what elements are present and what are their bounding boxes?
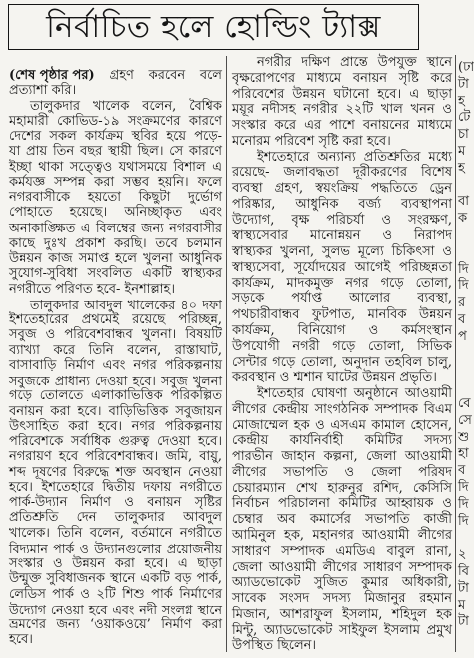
article-line — [9, 632, 222, 647]
next-column-edge — [458, 60, 474, 650]
article-line-text: প্রত্যাশা করি। — [9, 83, 77, 99]
headline: নির্বাচিত হলে হোল্ডিং ট্যাক্স — [46, 9, 381, 45]
article-line — [232, 386, 452, 402]
article-line — [9, 221, 222, 236]
article-line — [232, 528, 452, 544]
next-column-fragment — [458, 178, 467, 195]
article-line-text: ব্যাখ্যা করে তিনি বলেন, রাস্তাঘাট, — [9, 342, 222, 358]
article-line-text: স্বাস্থ্যসেবা, সূর্যোদয়ের আগেই পরিচ্ছন্নতা — [232, 259, 452, 275]
article-paragraph — [9, 297, 222, 648]
article-paragraph — [232, 150, 452, 386]
article-line — [232, 87, 452, 103]
article-line-text: চেম্বার অব কমার্সের সভাপতি কাজী — [232, 512, 452, 528]
article-line-text: মিন্টু, অ্যাডভোকেট সাইফুল ইসলাম প্রমুখ — [232, 622, 452, 638]
next-column-fragment: শু — [458, 429, 470, 445]
article-line — [232, 276, 452, 292]
article-line — [232, 213, 452, 229]
article-line-text: পরিবেশকে সর্বাধিক গুরুত্ব দেওয়া হবে। — [9, 434, 222, 449]
jump-label: (শেষ পৃষ্ঠার পর) — [9, 68, 95, 83]
next-column-fragment: র — [458, 295, 466, 311]
article-line-text: লীগের সভাপতি ও জেলা পরিষদ — [232, 464, 452, 480]
article-line-text: সাবেক সংসদ সদস্য মিজানুর রহমান — [232, 591, 452, 607]
article-line — [232, 244, 452, 260]
article-line-text: উপস্থিত ছিলেন। — [232, 638, 317, 654]
article-line-text: মনোরম পরিবেশ সৃষ্টি করা হবে। — [232, 133, 391, 149]
article-line — [232, 623, 452, 639]
article-line-text: ইচ্ছা থাকা সত্ত্বেও যথাসময়ে বিশাল এ — [9, 159, 222, 175]
article-line-text: অনাকাঙ্ক্ষিত এ বিলম্বের জন্য নগরবাসীর — [9, 220, 222, 236]
article-line-text: ব্যবস্থা গ্রহণ, স্বয়ংক্রিয় পদ্ধতিতে ড্রেন — [232, 181, 452, 197]
article-line-text: সুযোগ-সুবিধা সংবলিত একটি স্বাস্থ্যকর — [9, 266, 222, 282]
article-line-text: পথচারীবান্ধব ফুটপাত, মানবিক উন্নয়ন — [232, 307, 452, 323]
article-line — [9, 99, 222, 114]
article-line — [9, 465, 222, 480]
article-line-text: পরিষ্কার, আধুনিক বর্জ্য ব্যবস্থাপনা — [232, 196, 452, 212]
article-line-text: উদ্যোগ, বৃক্ষ পরিচর্যা ও সংরক্ষণ, — [232, 212, 452, 228]
article-paragraph — [232, 386, 452, 654]
next-column-fragment: দি — [458, 278, 469, 294]
article-line — [9, 68, 222, 83]
article-line — [232, 512, 452, 528]
article-line-text: কাছে দুঃখ প্রকাশ করছি। তবে চলমান — [9, 235, 222, 251]
article-line — [232, 481, 452, 497]
next-column-fragment — [458, 228, 467, 245]
article-line-text: চেয়ারম্যান শেখ হারুনুর রশিদ, কেসিসি — [232, 480, 452, 496]
article-line-text: ময়ূর নদীসহ নগরীর ২২টি খাল খনন ও — [232, 102, 452, 118]
next-column-fragment: টা — [458, 614, 469, 630]
next-column-fragment: দি — [458, 479, 469, 495]
article-line — [232, 544, 452, 560]
next-column-fragment: টা — [458, 580, 469, 596]
article-column-left — [9, 68, 222, 648]
next-column-fragment: বে — [458, 395, 471, 411]
article-line — [9, 587, 222, 602]
article-line — [9, 541, 222, 556]
next-column-fragment: প — [458, 328, 467, 344]
article-line-text: বৃক্ষরোপণের মাধ্যমে বনায়ন সৃষ্টি করে — [232, 70, 452, 86]
next-column-fragment: ব — [458, 463, 466, 479]
article-line — [9, 312, 222, 327]
article-line — [9, 144, 222, 159]
next-column-fragment: বি — [458, 563, 469, 579]
article-line-text: নগরীর দক্ষিণ প্রান্তে উপযুক্ত স্থানে — [257, 55, 452, 70]
article-line-text: স্বাস্থ্যসেবার মানোন্নয়ন ও নিরাপদ — [232, 228, 452, 244]
article-line-text: ইশতেহারের প্রথমেই রয়েছে পরিচ্ছন্ন, — [9, 312, 222, 327]
article-column-right — [232, 55, 452, 654]
article-line — [232, 55, 452, 71]
article-line — [232, 607, 452, 623]
article-line — [232, 575, 452, 591]
article-line — [9, 343, 222, 358]
article-line-text: জেলা আওয়ামী লীগের সাধারণ সম্পাদক — [232, 559, 452, 575]
article-line — [232, 591, 452, 607]
article-line-text: তালুকদার খালেক বলেন, বৈশ্বিক — [30, 98, 222, 114]
next-column-fragment: ব — [458, 311, 466, 327]
next-column-fragment: ২ — [458, 547, 467, 563]
article-line — [9, 327, 222, 342]
article-line-text: শব্দ দূষণের বিরুদ্ধে শক্ত অবস্থান নেওয়া — [9, 464, 222, 480]
article-line — [9, 282, 222, 297]
article-paragraph — [232, 55, 452, 150]
article-line — [232, 228, 452, 244]
article-line — [232, 638, 452, 654]
article-paragraph — [9, 99, 222, 297]
article-line-text: সংস্কার ও উন্নয়ন করা হবে। এ ছাড়া — [9, 556, 222, 571]
article-line — [9, 358, 222, 373]
article-line — [9, 449, 222, 464]
article-line-text: গ্রহণ করবেন বলে — [109, 68, 222, 83]
article-line — [232, 339, 452, 355]
next-column-fragment: বা — [458, 194, 470, 210]
article-line — [9, 556, 222, 571]
headline-box — [8, 4, 419, 50]
next-column-fragment — [458, 245, 467, 262]
article-line — [9, 434, 222, 449]
article-line-text: আমিনুল হক, মহানগর আওয়ামী লীগের — [232, 527, 452, 543]
article-paragraph — [9, 68, 222, 99]
article-line — [9, 404, 222, 419]
article-line-text: কর্মযজ্ঞ সম্পন্ন করা সম্ভব হয়নি। ফলে — [9, 174, 222, 190]
article-line-text: কার্যক্রম, মাদকমুক্ত নগর গড়ে তোলা, — [232, 275, 452, 291]
article-line — [232, 496, 452, 512]
article-line — [9, 251, 222, 266]
article-line-text: মহামারী কোভিড-১৯ সংক্রমণের কারণে — [9, 113, 222, 129]
article-line-text: স্বাস্থ্যকর খুলনা, সুলভ মূল্যে চিকিৎসা ও — [232, 244, 452, 260]
article-line — [9, 236, 222, 251]
article-line — [232, 134, 452, 150]
article-line — [232, 402, 452, 418]
article-line — [9, 373, 222, 388]
article-line-text: অ্যাডভোকেট সুজিত কুমার অধিকারী, — [232, 575, 452, 591]
article-line-text: সাধারণ সম্পাদক এমডিএ বাবুল রানা, — [232, 543, 452, 559]
article-line-text: নগরীতে পরিণত হবে- ইনশাল্লাহ। — [9, 281, 175, 297]
article-line-text: পারভীন জাহান কল্পনা, জেলা আওয়ামী — [232, 449, 452, 465]
article-line — [9, 419, 222, 434]
article-line-text: উন্মুক্ত সুবিধাজনক স্থানে একটি বড় পার্ক, — [9, 571, 222, 587]
article-line-text: ইশতেহারে অন্যান্য প্রতিশ্রুতির মধ্যে — [257, 149, 452, 165]
article-line — [232, 465, 452, 481]
article-line-text: সবুজকে প্রাধান্য দেওয়া হবে। সবুজ খুলনা — [9, 373, 222, 388]
article-line-text: দেশের সকল কার্যক্রম স্থবির হয়ে পড়ে- — [9, 129, 222, 144]
article-line — [9, 526, 222, 541]
next-column-fragment: ম — [458, 597, 466, 613]
article-line-text: হবে। — [9, 632, 33, 648]
article-line-text: লেডিস পার্ক ও ২টি শিশু পার্ক নির্মাণের — [9, 586, 222, 602]
article-line — [232, 449, 452, 465]
article-line — [232, 150, 452, 166]
column-rule — [226, 56, 227, 652]
article-line-text: সেন্টার গড়ে তোলা, অনুদান তহবিল চালু, — [232, 354, 452, 370]
article-line — [9, 297, 222, 312]
article-line-text: বনায়ন করা হবে। বাড়িভিত্তিক সবুজায়ন — [9, 403, 222, 419]
article-line — [232, 260, 452, 276]
article-line-text: পার্ক-উদ্যান নির্মাণ ও বনায়ন সৃষ্টির — [9, 495, 222, 510]
next-column-fragment: ক — [458, 211, 468, 227]
article-line-text: হবে। ইশতেহারে দ্বিতীয় দফায় নগরীতে — [9, 479, 222, 495]
article-line — [232, 418, 452, 434]
article-line — [9, 175, 222, 190]
article-line — [232, 433, 452, 449]
article-line — [9, 129, 222, 144]
article-line — [9, 388, 222, 403]
article-line-text: উন্নয়ন কাজ সমাপ্ত হলে খুলনা আধুনিক — [9, 251, 222, 266]
article-line — [232, 102, 452, 118]
article-line — [9, 495, 222, 510]
article-line-text: গড়ে তোলতে এলাকাভিত্তিক পরিকল্পিত — [9, 388, 222, 404]
article-line-text: উপযোগী নগরী গড়ে তোলা, সিভিক — [232, 338, 452, 354]
next-column-fragment — [458, 362, 467, 379]
next-column-fragment: দি — [458, 496, 469, 512]
next-column-fragment: (ঢা — [458, 60, 474, 75]
article-line-text: উৎসাহিত করা হবে। নগর পরিকল্পনায় — [9, 418, 222, 434]
article-line-text: নির্বাচন পরিচালনা কমিটির আহ্বায়ক ও — [232, 496, 452, 512]
article-line-text: ভ্রমণের জন্য ‘ওয়াকওয়ে’ নির্মাণ করা — [9, 617, 222, 632]
article-line — [232, 370, 452, 386]
article-line-text: নগরায়ণ হবে পরিবেশবান্ধব। জমি, বায়ু, — [9, 449, 222, 465]
article-line-text: মিজান, আশরাফুল ইসলাম, শহিদুল হক — [232, 606, 452, 622]
article-line-text: সংস্কার করে এর পাশে বনায়নের মাধ্যমে — [232, 118, 452, 134]
article-line — [232, 307, 452, 323]
article-line-text: নগরবাসীকে হয়তো কিছুটা দুর্ভোগ — [9, 190, 222, 205]
article-line-text: পরিবেশের উন্নয়ন ঘটানো হবে। এ ছাড়া — [232, 86, 452, 102]
article-line-text: সড়কে পর্যাপ্ত আলোর ব্যবস্থা, — [232, 291, 452, 307]
article-line-text: মোজাম্মেল হক ও এসএম কামাল হোসেন, — [232, 417, 452, 433]
article-line-text: উদ্যোগ নেওয়া হবে এবং নদী সংলগ্ন স্থানে — [9, 601, 222, 617]
article-line — [232, 165, 452, 181]
next-column-fragment: দি — [458, 513, 469, 529]
article-line — [232, 197, 452, 213]
next-column-fragment: ম — [458, 143, 466, 159]
article-line — [232, 560, 452, 576]
article-line-text: ইশতেহার ঘোষণা অনুষ্ঠানে আওয়ামী — [257, 386, 452, 402]
article-line — [9, 83, 222, 98]
article-line-text: কেন্দ্রীয় কার্যনির্বাহী কমিটির সদস্য — [232, 433, 452, 449]
article-line-text: বাসাবাড়ি নির্মাণ এবং নগর পরিকল্পনায় — [9, 357, 222, 373]
article-line-text: বিদ্যমান পার্ক ও উদ্যানগুলোর প্রয়োজনীয় — [9, 540, 222, 556]
next-column-fragment: হ — [458, 93, 465, 109]
article-line — [232, 355, 452, 371]
article-line-text: রয়েছে- জলাবদ্ধতা দূরীকরণের বিশেষ — [232, 165, 452, 181]
next-column-fragment: চা — [458, 127, 469, 143]
next-column-fragment — [458, 346, 467, 363]
article-line — [9, 266, 222, 281]
article-line — [232, 291, 452, 307]
article-line — [9, 480, 222, 495]
article-line-text: পোহাতে হয়েছে। অনিচ্ছাকৃত এবং — [9, 205, 222, 221]
next-column-fragment: হ — [458, 160, 465, 176]
column-rule — [455, 55, 456, 652]
next-column-fragment: টা — [458, 76, 469, 92]
article-line — [9, 205, 222, 220]
article-line — [9, 160, 222, 175]
article-line-text: কার্যক্রম, বিনিয়োগ ও কর্মসংস্থান — [232, 323, 452, 339]
article-line — [9, 190, 222, 205]
next-column-fragment: হা — [458, 446, 469, 462]
next-column-fragment: সে — [458, 412, 472, 428]
article-line — [232, 71, 452, 87]
article-line-text: খালেক। তিনি বলেন, বর্তমানে নগরীতে — [9, 525, 222, 541]
article-line — [9, 602, 222, 617]
article-line — [232, 323, 452, 339]
article-line-text: লীগের কেন্দ্রীয় সাংগঠনিক সম্পাদক বিএম — [232, 401, 452, 417]
article-line-text: করবস্থান ও শ্মশান ঘাটের উন্নয়ন প্রভৃতি। — [232, 370, 437, 386]
next-column-fragment: টে — [458, 110, 471, 126]
article-line — [232, 181, 452, 197]
article-line — [232, 118, 452, 134]
article-line-text: সবুজ ও পরিবেশবান্ধব খুলনা। বিষয়টি — [9, 327, 222, 343]
article-line — [9, 510, 222, 525]
article-line-text: যা প্রায় তিন বছর স্থায়ী ছিল। সে কারণে — [9, 144, 222, 160]
next-column-fragment — [458, 530, 467, 547]
article-line-text: তালুকদার আবদুল খালেকের ৪০ দফা — [30, 296, 222, 312]
article-line — [9, 571, 222, 586]
article-line — [9, 617, 222, 632]
next-column-fragment: দি — [458, 261, 469, 277]
article-line-text: প্রতিশ্রুতি দেন তালুকদার আবদুল — [9, 510, 222, 526]
next-column-fragment — [458, 379, 467, 396]
article-line — [9, 114, 222, 129]
